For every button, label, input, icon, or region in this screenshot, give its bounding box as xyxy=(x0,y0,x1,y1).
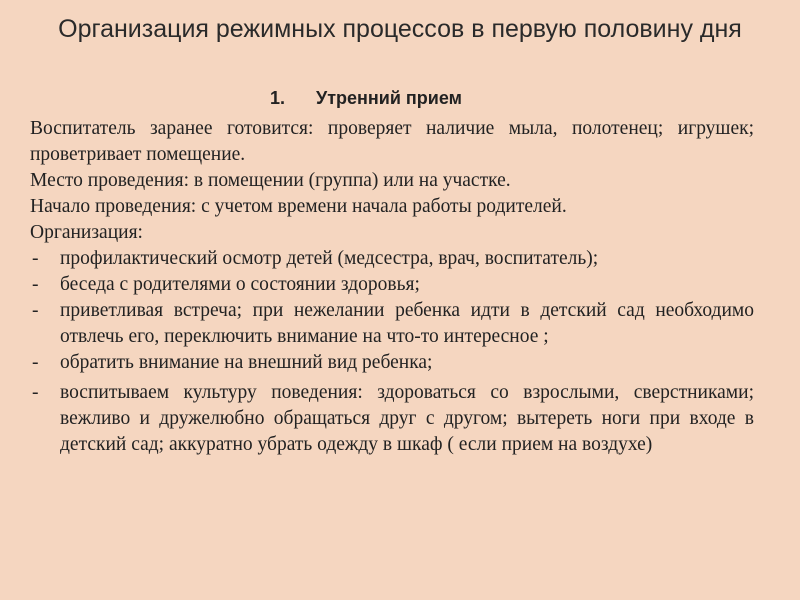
list-dash: - xyxy=(32,300,39,321)
section-heading xyxy=(270,88,462,109)
list-item: - беседа с родителями о состоянии здоровья; xyxy=(30,272,754,298)
list-dash: - xyxy=(32,382,39,403)
list-item: - обратить внимание на внешний вид ребенка; xyxy=(30,350,754,376)
paragraph-preparation: Воспитатель заранее готовится: проверяет наличие мыла, полотенец; игрушек; проветривает помещение. xyxy=(30,118,754,165)
paragraph-organization: Организация: xyxy=(30,222,143,243)
paragraph-location: Место проведения: в помещении (группа) или на участке. xyxy=(30,170,511,191)
list-dash: - xyxy=(32,274,39,295)
slide-body xyxy=(30,116,754,458)
organization-list xyxy=(30,246,754,458)
list-item: - профилактический осмотр детей (медсестра, врач, воспитатель); xyxy=(30,246,754,272)
section-heading-text: Утренний прием xyxy=(316,88,462,108)
list-item: - воспитываем культуру поведения: здороваться со взрослыми, сверстниками; вежливо и дружелюбно обращаться друг с другом; вытереть ноги при входе в детский сад; аккуратно убрать одежду в шкаф ( если прием на воздухе) xyxy=(32,382,754,455)
section-number: 1. xyxy=(270,88,286,108)
list-item: - приветливая встреча; при нежелании ребенка идти в детский сад необходимо отвлечь его, переключить внимание на что-то интересное ; xyxy=(32,300,754,347)
list-dash: - xyxy=(32,352,39,373)
list-dash: - xyxy=(32,248,39,269)
paragraph-start-time: Начало проведения: с учетом времени начала работы родителей. xyxy=(30,196,567,217)
slide-title: Организация режимных процессов в первую половину дня xyxy=(58,15,742,43)
